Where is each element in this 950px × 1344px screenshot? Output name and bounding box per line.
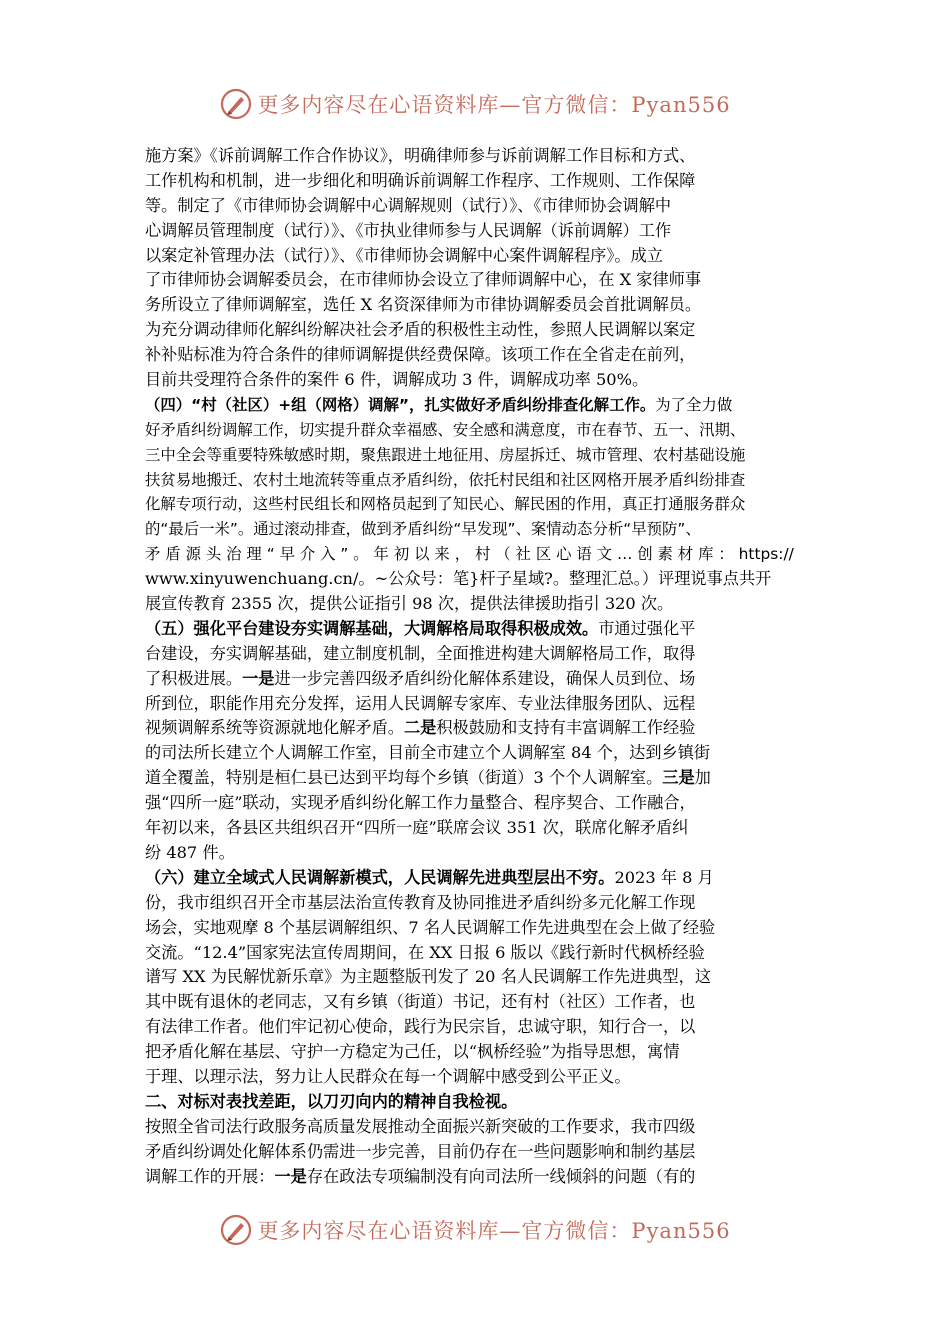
body-text: 年初以来，各县区共组织召开“四所一庭”联席会议 351 次，联席化解矛盾纠 (145, 818, 689, 838)
header-banner (0, 84, 950, 124)
body-text: 道全覆盖，特别是桓仁县已达到平均每个乡镇（街道）3 个个人调解室。 (145, 768, 663, 788)
text-line (145, 866, 809, 891)
body-text: 化解专项行动，这些村民组长和网格员起到了知民心、解民困的作用，真正打通服务群众 (145, 495, 746, 514)
body-text: 补补贴标准为符合条件的律师调解提供经费保障。该项工作在全省走在前列， (145, 345, 696, 365)
body-text: 份，我市组织召开全市基层法治宣传教育及协同推进矛盾纠纷多元化解工作现 (145, 892, 696, 912)
body-text: 的“最后一米”。通过滚动排查，做到矛盾纠纷“早发现”、案情动态分析“早预防”、 (145, 520, 701, 539)
body-text: 务所设立了律师调解室，选任 X 名资深律师为市律协调解委员会首批调解员。 (145, 295, 702, 315)
text-line (145, 268, 809, 293)
text-line (145, 1165, 809, 1190)
text-line (145, 443, 809, 468)
text-line (145, 418, 809, 443)
body-text: 以案定补管理办法（试行）》、《市律师协会调解中心案件调解程序》。成立 (145, 245, 663, 265)
body-text: 三中全会等重要特殊敏感时期，聚焦跟进土地征用、房屋拆迁、城市管理、农村基础设施 (145, 445, 746, 464)
text-line (145, 617, 809, 642)
body-text: 调解工作的开展： (145, 1166, 275, 1186)
text-line (145, 841, 809, 866)
text-line (145, 144, 809, 169)
bold-text: 二是 (404, 718, 437, 738)
bold-text: （五）强化平台建设夯实调解基础，大调解格局取得积极成效。 (145, 618, 599, 638)
text-line (145, 1040, 809, 1065)
body-text: 谱写 XX 为民解忧新乐章》为主题整版刊发了 20 名人民调解工作先进典型，这 (145, 967, 712, 987)
body-text: 了积极进展。 (145, 668, 243, 688)
text-line (145, 592, 809, 617)
text-line (145, 468, 809, 493)
text-line (145, 368, 809, 393)
body-text: 为了全力做 (655, 395, 733, 414)
body-text: 纷 487 件。 (145, 842, 235, 862)
bold-text: 一是 (242, 668, 275, 688)
text-line (145, 169, 809, 194)
text-line (145, 1140, 809, 1165)
text-line (145, 990, 809, 1015)
text-line (145, 791, 809, 816)
text-line (145, 891, 809, 916)
body-text: 加 (694, 768, 711, 788)
text-line (145, 916, 809, 941)
text-line (145, 293, 809, 318)
body-text: 所到位，职能作用充分发挥，运用人民调解专家库、专业法律服务团队、远程 (145, 693, 696, 713)
text-line (145, 1090, 809, 1115)
text-line (145, 741, 809, 766)
bold-text: 一是 (274, 1166, 307, 1186)
text-line (145, 517, 809, 542)
bold-text: （六）建立全域式人民调解新模式，人民调解先进典型层出不穷。 (145, 867, 615, 887)
text-line (145, 941, 809, 966)
body-text: 场会，实地观摩 8 个基层调解组织、7 名人民调解工作先进典型在会上做了经验 (145, 917, 716, 937)
text-line (145, 318, 809, 343)
body-text: 等。制定了《市律师协会调解中心调解规则（试行）》、《市律师协会调解中 (145, 195, 672, 215)
bold-text: （四）“村（社区）+组（网格）调解”，扎实做好矛盾纠纷排查化解工作。 (145, 395, 656, 414)
body-text: 进一步完善四级矛盾纠纷化解体系建设，确保人员到位、场 (274, 668, 696, 688)
body-text: 施方案》《诉前调解工作合作协议》，明确律师参与诉前调解工作目标和方式、 (145, 146, 696, 165)
text-line (145, 667, 809, 692)
text-line (145, 194, 809, 219)
body-text: 心调解员管理制度（试行）》、《市执业律师参与人民调解（诉前调解）工作 (145, 220, 672, 240)
body-text: 的司法所长建立个人调解工作室，目前全市建立个人调解室 84 个，达到乡镇街 (145, 743, 711, 763)
body-text: 工作机构和机制，进一步细化和明确诉前调解工作程序、工作规则、工作保障 (145, 170, 696, 190)
body-text: 有法律工作者。他们牢记初心使命，践行为民宗旨，忠诚守职，知行合一，以 (145, 1017, 696, 1037)
text-line (145, 692, 809, 717)
banner-text: 更多内容尽在心语资料库—官方微信：Pyan556 (257, 1219, 731, 1243)
text-line (145, 965, 809, 990)
body-text: 强“四所一庭”联动，实现矛盾纠纷化解工作力量整合、程序契合、工作融合， (145, 793, 696, 813)
body-text: 矛盾纠纷调处化解体系仍需进一步完善，目前仍存在一些问题影响和制约基层 (145, 1141, 696, 1161)
text-line (145, 343, 809, 368)
banner-text: 更多内容尽在心语资料库—官方微信：Pyan556 (257, 93, 731, 117)
body-text: 扶贫易地搬迁、农村土地流转等重点矛盾纠纷，依托村民组和社区网格开展矛盾纠纷排查 (145, 470, 746, 489)
text-line (145, 567, 809, 592)
body-text: 把矛盾化解在基层、守护一方稳定为己任，以“枫桥经验”为指导思想，寓情 (145, 1042, 680, 1062)
footer-banner (0, 1210, 950, 1250)
text-line (145, 766, 809, 791)
body-text: 市通过强化平 (598, 618, 696, 638)
body-text: 其中既有退休的老同志，又有乡镇（街道）书记，还有村（社区）工作者，也 (145, 992, 696, 1012)
document-body (145, 144, 809, 1189)
body-text: 视频调解系统等资源就地化解矛盾。 (145, 718, 404, 738)
pen-logo-icon (219, 87, 253, 121)
body-text: 积极鼓励和支持有丰富调解工作经验 (436, 718, 696, 738)
text-line (145, 816, 809, 841)
body-text: 展宣传教育 2355 次，提供公证指引 98 次，提供法律援助指引 320 次。 (145, 594, 674, 614)
text-line (145, 219, 809, 244)
text-line (145, 492, 809, 517)
body-text: 台建设，夯实调解基础，建立制度机制，全面推进构建大调解格局工作，取得 (145, 643, 696, 663)
body-text: 好矛盾纠纷调解工作，切实提升群众幸福感、安全感和满意度，市在春节、五一、汛期、 (145, 420, 746, 439)
text-line (145, 244, 809, 269)
body-text: 目前共受理符合条件的案件 6 件，调解成功 3 件，调解成功率 50%。 (145, 370, 649, 390)
text-line (145, 716, 809, 741)
text-line (145, 542, 809, 567)
body-text: 为充分调动律师化解纠纷解决社会矛盾的积极性主动性，参照人民调解以案定 (145, 320, 696, 340)
body-text: 于理、以理示法，努力让人民群众在每一个调解中感受到公平正义。 (145, 1066, 631, 1086)
text-line (145, 1065, 809, 1090)
body-text: 2023 年 8 月 (614, 867, 714, 887)
bold-text: 三是 (662, 768, 695, 788)
body-text: 矛 盾 源 头 治 理 “ 早 介 入 ” 。 年 初 以 来 ， 村 （ 社 区 心 语 文 … 创 素 材 库 ： https:// (145, 545, 794, 564)
body-text: www.xinyuwenchuang.cn/。~公众号：笔}杆子星域?。整理汇总。）评理说事点共开 (145, 569, 772, 589)
body-text: 了市律师协会调解委员会，在市律师协会设立了律师调解中心，在 X 家律师事 (145, 270, 702, 290)
body-text: 按照全省司法行政服务高质量发展推动全面振兴新突破的工作要求，我市四级 (145, 1116, 696, 1136)
body-text: 交流。“12.4”国家宪法宣传周期间，在 XX 日报 6 版以《践行新时代枫桥经验 (145, 942, 705, 962)
bold-text: 二、对标对表找差距，以刀刃向内的精神自我检视。 (145, 1091, 518, 1111)
text-line (145, 1015, 809, 1040)
pen-logo-icon (219, 1213, 253, 1247)
text-line (145, 642, 809, 667)
text-line (145, 393, 809, 418)
text-line (145, 1115, 809, 1140)
body-text: 存在政法专项编制没有向司法所一线倾斜的问题（有的 (306, 1166, 696, 1186)
